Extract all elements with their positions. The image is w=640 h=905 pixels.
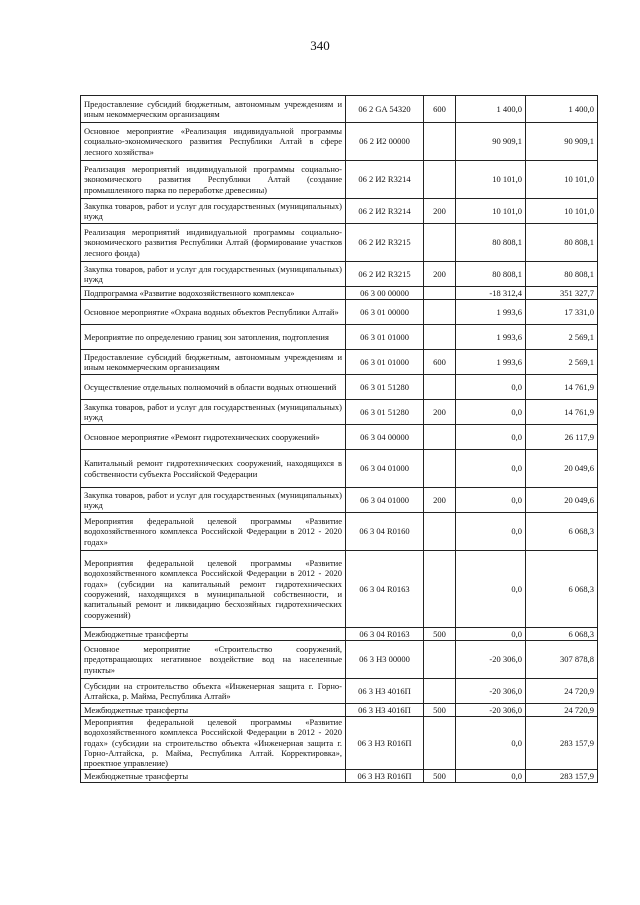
row-expense-type-cell (424, 224, 456, 262)
row-total-amount-cell: 307 878,8 (526, 641, 598, 679)
table-row (81, 161, 598, 199)
row-total-amount-cell: 80 808,1 (526, 224, 598, 262)
row-code-cell: 06 2 И2 R3214 (346, 161, 424, 199)
table-row (81, 350, 598, 375)
row-expense-type-cell: 500 (424, 704, 456, 717)
row-expense-type-cell: 600 (424, 96, 456, 123)
row-total-amount-cell: 283 157,9 (526, 769, 598, 782)
row-code-cell: 06 2 И2 R3215 (346, 262, 424, 287)
table-row (81, 641, 598, 679)
row-name-cell: Межбюджетные трансферты (81, 769, 346, 782)
row-total-amount-cell: 14 761,9 (526, 375, 598, 400)
row-expense-type-cell (424, 161, 456, 199)
row-name-cell: Основное мероприятие «Строительство сооружений, предотвращающих негативное воздействие вод на населенные пункты» (81, 641, 346, 679)
table-row (81, 717, 598, 770)
row-code-cell: 06 2 И2 R3214 (346, 199, 424, 224)
row-name-cell: Мероприятия федеральной целевой программы «Развитие водохозяйственного комплекса Российской Федерации в 2012 - 2020 годах» (субсидии на капитальный ремонт гидротехнических сооружений, находящихся в муниципальной собственности, и капитальный ремонт и ликвидацию бесхозяйных гидротехнических сооружений) (81, 551, 346, 628)
row-expense-type-cell (424, 325, 456, 350)
row-total-amount-cell: 6 068,3 (526, 628, 598, 641)
page-number: 340 (310, 38, 330, 53)
table-row (81, 96, 598, 123)
row-name-cell: Закупка товаров, работ и услуг для государственных (муниципальных) нужд (81, 199, 346, 224)
row-change-amount-cell: 80 808,1 (456, 262, 526, 287)
row-total-amount-cell: 351 327,7 (526, 287, 598, 300)
table-row (81, 513, 598, 551)
table-row (81, 199, 598, 224)
row-code-cell: 06 3 Н3 00000 (346, 641, 424, 679)
row-total-amount-cell: 2 569,1 (526, 325, 598, 350)
row-name-cell: Межбюджетные трансферты (81, 628, 346, 641)
row-code-cell: 06 3 01 51280 (346, 400, 424, 425)
row-change-amount-cell: -20 306,0 (456, 641, 526, 679)
row-expense-type-cell (424, 679, 456, 704)
row-total-amount-cell: 6 068,3 (526, 551, 598, 628)
row-code-cell: 06 2 GA 54320 (346, 96, 424, 123)
row-expense-type-cell: 500 (424, 769, 456, 782)
table-row (81, 400, 598, 425)
table-row (81, 287, 598, 300)
row-total-amount-cell: 90 909,1 (526, 123, 598, 161)
row-expense-type-cell (424, 425, 456, 450)
row-name-cell: Капитальный ремонт гидротехнических сооружений, находящихся в собственности субъекта Российской Федерации (81, 450, 346, 488)
row-change-amount-cell: 0,0 (456, 717, 526, 770)
table-row (81, 488, 598, 513)
row-change-amount-cell: 0,0 (456, 551, 526, 628)
row-code-cell: 06 3 04 R0163 (346, 551, 424, 628)
row-code-cell: 06 3 01 51280 (346, 375, 424, 400)
row-change-amount-cell: 10 101,0 (456, 199, 526, 224)
row-change-amount-cell: 90 909,1 (456, 123, 526, 161)
row-change-amount-cell: 10 101,0 (456, 161, 526, 199)
table-row (81, 300, 598, 325)
row-name-cell: Реализация мероприятий индивидуальной программы социально-экономического развития Республики Алтай (формирование участков лесного фонда) (81, 224, 346, 262)
row-name-cell: Основное мероприятие «Ремонт гидротехнических сооружений» (81, 425, 346, 450)
row-change-amount-cell: 80 808,1 (456, 224, 526, 262)
row-total-amount-cell: 20 049,6 (526, 450, 598, 488)
table-row (81, 262, 598, 287)
row-change-amount-cell: -20 306,0 (456, 679, 526, 704)
row-code-cell: 06 2 И2 00000 (346, 123, 424, 161)
row-change-amount-cell: 0,0 (456, 769, 526, 782)
row-total-amount-cell: 26 117,9 (526, 425, 598, 450)
row-code-cell: 06 3 04 01000 (346, 488, 424, 513)
row-code-cell: 06 3 00 00000 (346, 287, 424, 300)
table-row (81, 325, 598, 350)
row-name-cell: Реализация мероприятий индивидуальной программы социально-экономического развития Республики Алтай (создание промышленного парка по переработке древесины) (81, 161, 346, 199)
row-name-cell: Мероприятия федеральной целевой программы «Развитие водохозяйственного комплекса Российской Федерации в 2012 - 2020 годах» (субсидии на строительство объекта «Инженерная защита г. Горно-Алтайска, р. Майма, Республика Алтай. Корректировка», проектное управление) (81, 717, 346, 770)
table-row (81, 769, 598, 782)
row-name-cell: Закупка товаров, работ и услуг для государственных (муниципальных) нужд (81, 262, 346, 287)
row-code-cell: 06 3 04 00000 (346, 425, 424, 450)
row-expense-type-cell (424, 123, 456, 161)
budget-table (80, 95, 598, 783)
table-row (81, 551, 598, 628)
row-name-cell: Мероприятие по определению границ зон затопления, подтопления (81, 325, 346, 350)
row-change-amount-cell: 0,0 (456, 450, 526, 488)
table-row (81, 704, 598, 717)
table-row (81, 450, 598, 488)
row-expense-type-cell: 500 (424, 628, 456, 641)
table-row (81, 123, 598, 161)
row-code-cell: 06 3 Н3 4016П (346, 704, 424, 717)
row-name-cell: Субсидии на строительство объекта «Инженерная защита г. Горно-Алтайска, р. Майма, Республика Алтай» (81, 679, 346, 704)
table-row (81, 679, 598, 704)
row-name-cell: Основное мероприятие «Реализация индивидуальной программы социально-экономического развития Республики Алтай в сфере лесного хозяйства» (81, 123, 346, 161)
row-name-cell: Закупка товаров, работ и услуг для государственных (муниципальных) нужд (81, 400, 346, 425)
row-change-amount-cell: 0,0 (456, 425, 526, 450)
row-total-amount-cell: 6 068,3 (526, 513, 598, 551)
row-total-amount-cell: 24 720,9 (526, 679, 598, 704)
row-expense-type-cell (424, 551, 456, 628)
row-change-amount-cell: 1 993,6 (456, 325, 526, 350)
row-code-cell: 06 3 Н3 4016П (346, 679, 424, 704)
row-code-cell: 06 3 Н3 R016П (346, 769, 424, 782)
table-row (81, 628, 598, 641)
row-name-cell: Осуществление отдельных полномочий в области водных отношений (81, 375, 346, 400)
row-change-amount-cell: -20 306,0 (456, 704, 526, 717)
row-change-amount-cell: 1 993,6 (456, 350, 526, 375)
row-change-amount-cell: 1 400,0 (456, 96, 526, 123)
row-expense-type-cell: 200 (424, 400, 456, 425)
row-total-amount-cell: 17 331,0 (526, 300, 598, 325)
row-code-cell: 06 2 И2 R3215 (346, 224, 424, 262)
row-code-cell: 06 3 04 01000 (346, 450, 424, 488)
row-expense-type-cell (424, 717, 456, 770)
row-expense-type-cell (424, 287, 456, 300)
row-expense-type-cell (424, 450, 456, 488)
table-row (81, 425, 598, 450)
row-code-cell: 06 3 Н3 R016П (346, 717, 424, 770)
row-code-cell: 06 3 01 00000 (346, 300, 424, 325)
row-expense-type-cell: 200 (424, 199, 456, 224)
row-expense-type-cell (424, 375, 456, 400)
row-name-cell: Подпрограмма «Развитие водохозяйственного комплекса» (81, 287, 346, 300)
row-expense-type-cell: 200 (424, 488, 456, 513)
row-code-cell: 06 3 04 R0160 (346, 513, 424, 551)
row-expense-type-cell (424, 513, 456, 551)
row-name-cell: Межбюджетные трансферты (81, 704, 346, 717)
row-change-amount-cell: 0,0 (456, 513, 526, 551)
row-total-amount-cell: 20 049,6 (526, 488, 598, 513)
row-total-amount-cell: 10 101,0 (526, 199, 598, 224)
row-total-amount-cell: 14 761,9 (526, 400, 598, 425)
row-name-cell: Предоставление субсидий бюджетным, автономным учреждениям и иным некоммерческим организациям (81, 96, 346, 123)
row-change-amount-cell: 0,0 (456, 628, 526, 641)
row-total-amount-cell: 24 720,9 (526, 704, 598, 717)
table-row (81, 375, 598, 400)
row-total-amount-cell: 10 101,0 (526, 161, 598, 199)
row-expense-type-cell: 600 (424, 350, 456, 375)
row-code-cell: 06 3 01 01000 (346, 350, 424, 375)
row-change-amount-cell: 0,0 (456, 375, 526, 400)
row-expense-type-cell: 200 (424, 262, 456, 287)
table-row (81, 224, 598, 262)
row-expense-type-cell (424, 300, 456, 325)
row-name-cell: Предоставление субсидий бюджетным, автономным учреждениям и иным некоммерческим организациям (81, 350, 346, 375)
row-total-amount-cell: 1 400,0 (526, 96, 598, 123)
row-change-amount-cell: 0,0 (456, 488, 526, 513)
row-total-amount-cell: 2 569,1 (526, 350, 598, 375)
row-change-amount-cell: 1 993,6 (456, 300, 526, 325)
row-name-cell: Закупка товаров, работ и услуг для государственных (муниципальных) нужд (81, 488, 346, 513)
budget-table-body (81, 96, 598, 783)
row-code-cell: 06 3 01 01000 (346, 325, 424, 350)
row-total-amount-cell: 80 808,1 (526, 262, 598, 287)
row-total-amount-cell: 283 157,9 (526, 717, 598, 770)
row-code-cell: 06 3 04 R0163 (346, 628, 424, 641)
row-name-cell: Мероприятия федеральной целевой программы «Развитие водохозяйственного комплекса Российской Федерации в 2012 - 2020 годах» (81, 513, 346, 551)
row-name-cell: Основное мероприятие «Охрана водных объектов Республики Алтай» (81, 300, 346, 325)
row-change-amount-cell: -18 312,4 (456, 287, 526, 300)
row-expense-type-cell (424, 641, 456, 679)
row-change-amount-cell: 0,0 (456, 400, 526, 425)
